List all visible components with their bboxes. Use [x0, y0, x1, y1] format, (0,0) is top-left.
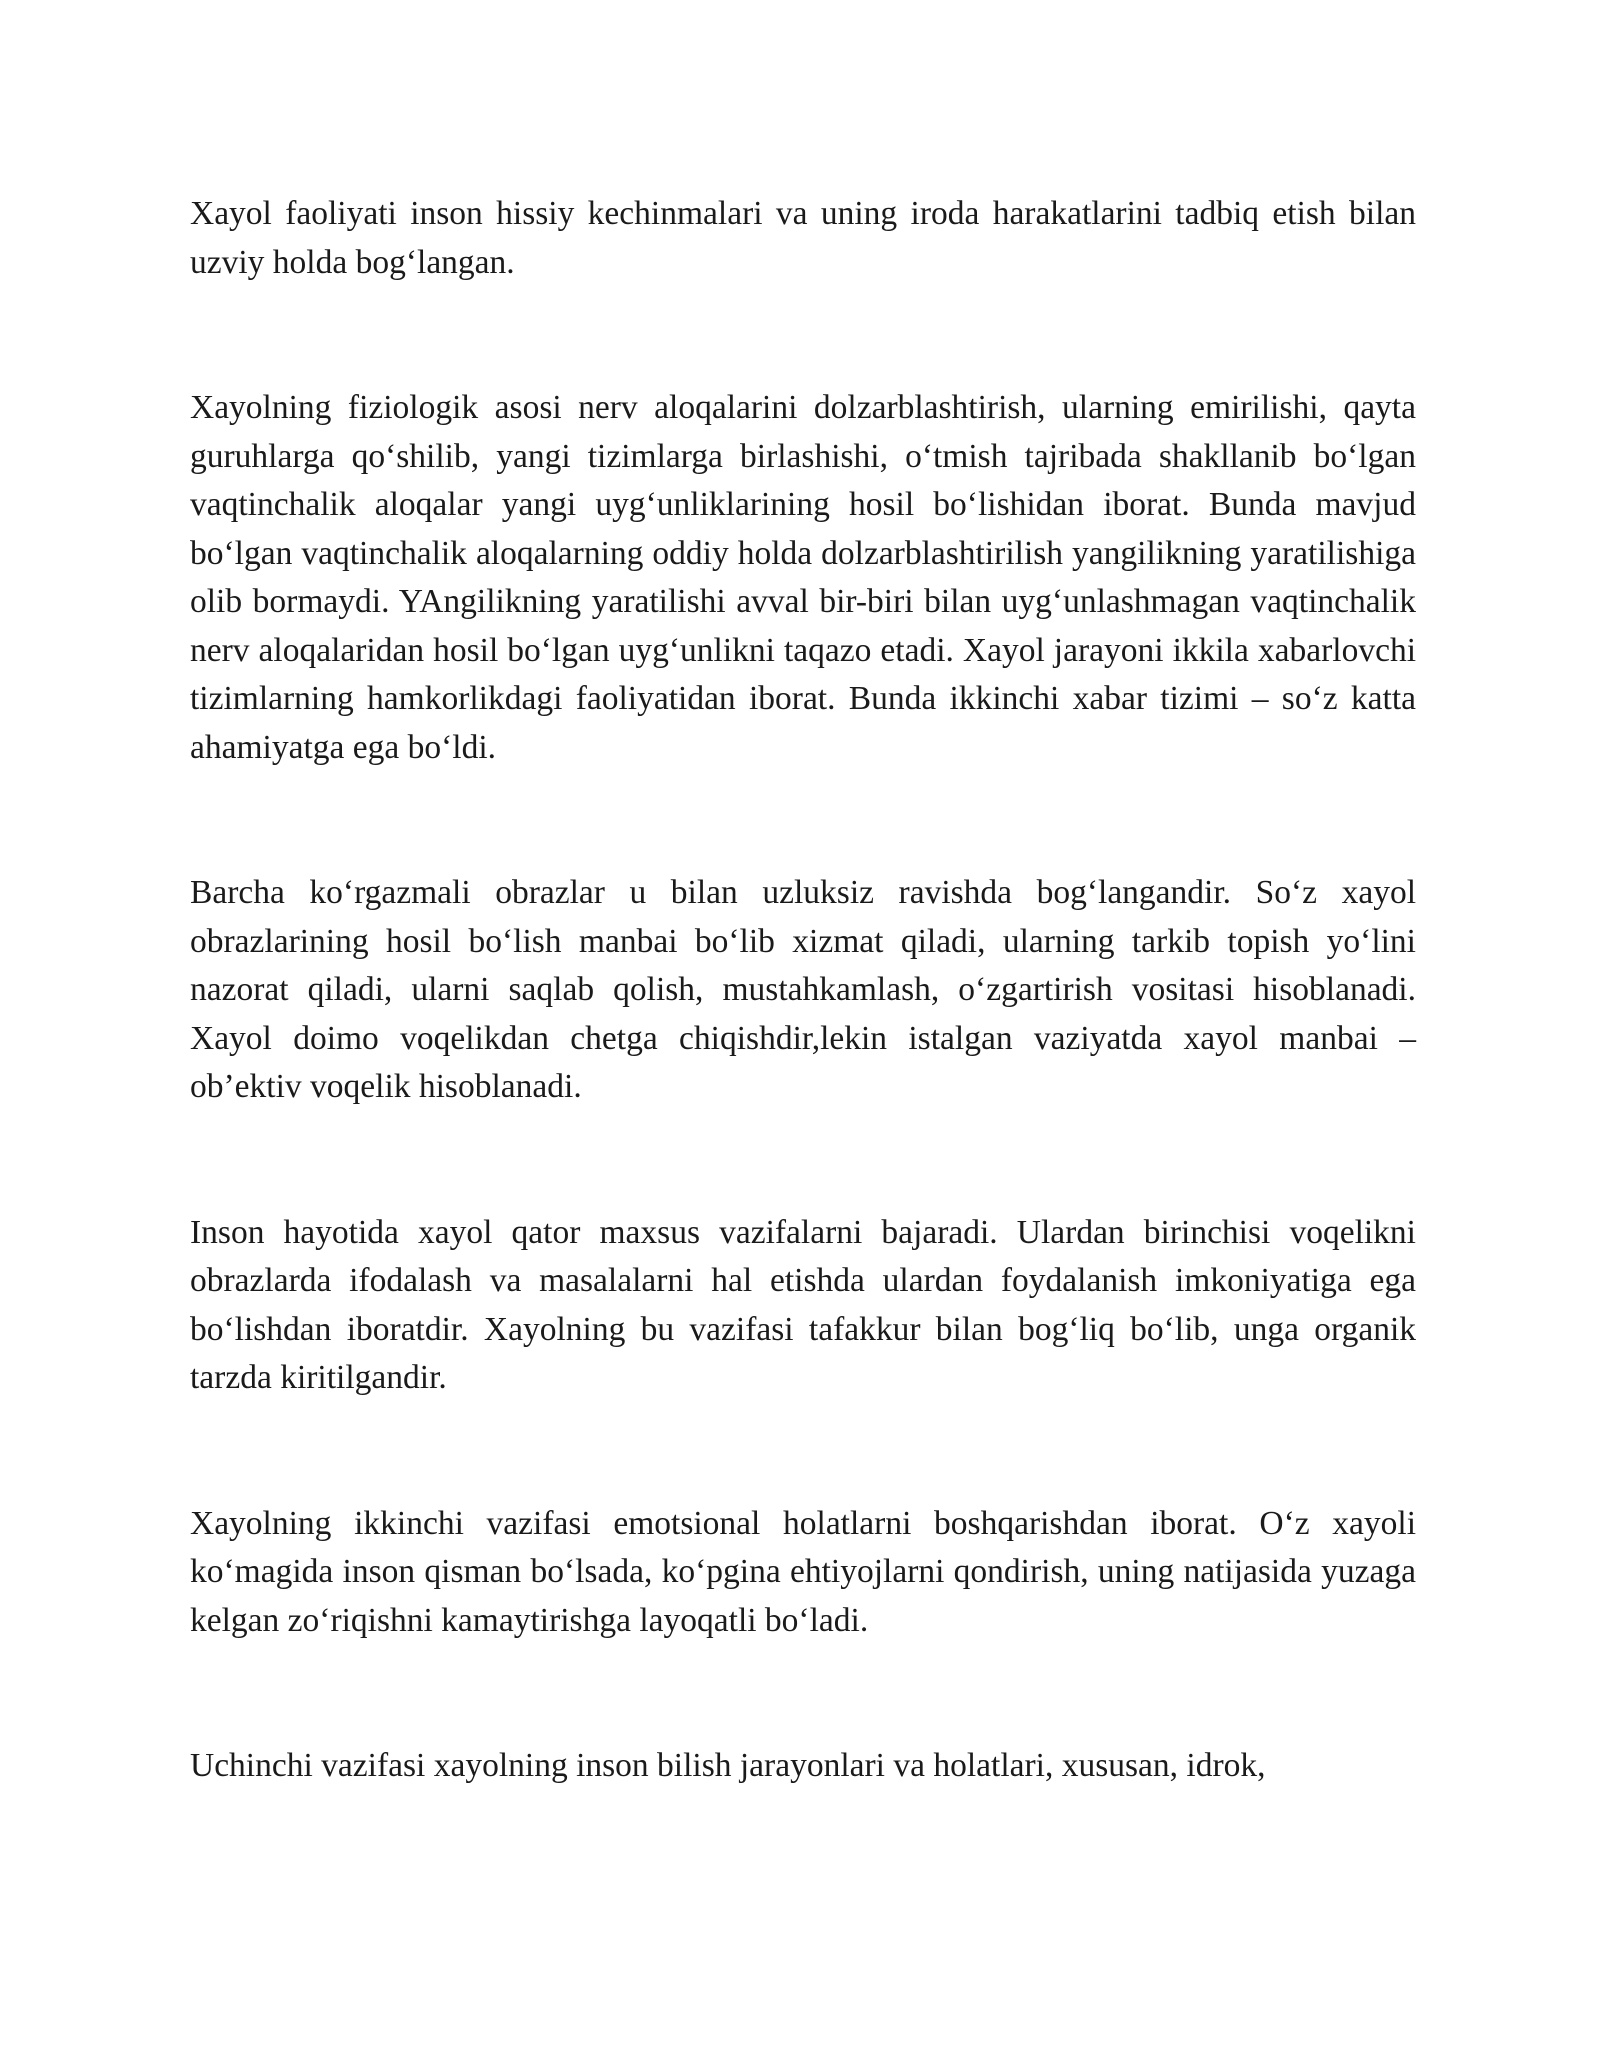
paragraph-5: Xayolning ikkinchi vazifasi emotsional holatlarni boshqarishdan iborat. O‘z xayoli ko‘magida inson qisman bo‘lsada, ko‘pgina ehtiyojlarni qondirish, uning natijasida yuzaga kelgan zo‘riqishni kamaytirishga layoqatli bo‘ladi.	[190, 1504, 1416, 1639]
paragraph-2: Xayolning fiziologik asosi nerv aloqalarini dolzarblashtirish, ularning emirilishi, qayta guruhlarga qo‘shilib, yangi tizimlarga birlashishi, o‘tmish tajribada shakllanib bo‘lgan vaqtinchalik aloqalar yangi uyg‘unliklarining hosil bo‘lishidan iborat. Bunda mavjud bo‘lgan vaqtinchalik aloqalarning oddiy holda dolzarblashtirilish yangilikning yaratilishiga olib bormaydi. YAngilikning yaratilishi avval bir-biri bilan uyg‘unlashmagan vaqtinchalik nerv aloqalaridan hosil bo‘lgan uyg‘unlikni taqazo etadi. Xayol jarayoni ikkila xabarlovchi tizimlarning hamkorlikdagi faoliyatidan iborat. Bunda ikkinchi xabar tizimi – so‘z katta ahamiyatga ega bo‘ldi.	[190, 389, 1416, 766]
paragraph-4: Inson hayotida xayol qator maxsus vazifalarni bajaradi. Ulardan birinchisi voqelikni obrazlarda ifodalash va masalalarni hal etishda ulardan foydalanish imkoniyatiga ega bo‘lishdan iboratdir. Xayolning bu vazifasi tafakkur bilan bog‘liq bo‘lib, unga organik tarzda kiritilgandir.	[190, 1213, 1416, 1396]
paragraph-3: Barcha ko‘rgazmali obrazlar u bilan uzluksiz ravishda bog‘langandir. So‘z xayol obrazlarining hosil bo‘lish manbai bo‘lib xizmat qiladi, ularning tarkib topish yo‘lini nazorat qiladi, ularni saqlab qolish, mustahkamlash, o‘zgartirish vositasi hisoblanadi. Xayol doimo voqelikdan chetga chiqishdir,lekin istalgan vaziyatda xayol manbai – ob’ektiv voqelik hisoblanadi.	[190, 874, 1416, 1105]
document-body	[190, 190, 1416, 1791]
paragraph-1: Xayol faoliyati inson hissiy kechinmalari va uning iroda harakatlarini tadbiq etish bilan uzviy holda bog‘langan.	[190, 195, 1416, 281]
paragraph-6: Uchinchi vazifasi xayolning inson bilish jarayonlari va holatlari, xususan, idrok,	[190, 1747, 1266, 1784]
